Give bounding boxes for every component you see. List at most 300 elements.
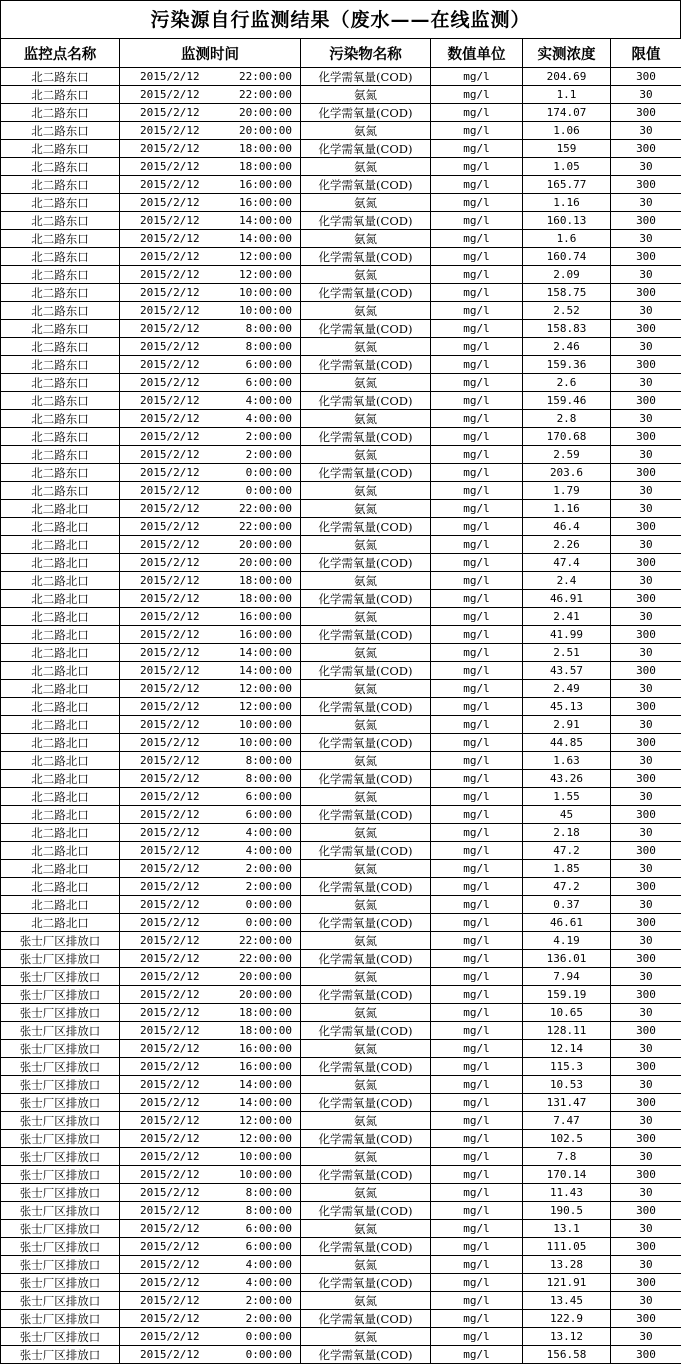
cell-site: 北二路东口 [1, 266, 120, 284]
cell-concentration: 203.6 [523, 464, 611, 482]
cell-limit: 300 [611, 248, 681, 266]
cell-site: 张士厂区排放口 [1, 1022, 120, 1040]
cell-time [120, 338, 301, 356]
cell-concentration: 47.4 [523, 554, 611, 572]
cell-unit: mg/l [431, 68, 523, 86]
cell-time [120, 950, 301, 968]
cell-site: 北二路东口 [1, 392, 120, 410]
cell-limit: 300 [611, 464, 681, 482]
table-row [1, 248, 681, 266]
cell-time [120, 788, 301, 806]
cell-site: 北二路北口 [1, 824, 120, 842]
table-row [1, 1166, 681, 1184]
cell-concentration: 13.28 [523, 1256, 611, 1274]
cell-site: 北二路北口 [1, 662, 120, 680]
cell-clock: 18:00:00 [222, 141, 292, 157]
cell-time [120, 878, 301, 896]
cell-site: 北二路北口 [1, 536, 120, 554]
cell-unit: mg/l [431, 680, 523, 698]
cell-site: 北二路北口 [1, 644, 120, 662]
cell-time [120, 104, 301, 122]
cell-clock: 4:00:00 [222, 393, 292, 409]
cell-limit: 300 [611, 770, 681, 788]
cell-time [120, 986, 301, 1004]
table-row [1, 464, 681, 482]
cell-unit: mg/l [431, 896, 523, 914]
cell-limit: 30 [611, 500, 681, 518]
cell-concentration: 1.85 [523, 860, 611, 878]
cell-date: 2015/2/12 [128, 465, 222, 481]
cell-pollutant: 氨氮 [301, 896, 431, 914]
cell-pollutant: 化学需氧量(COD) [301, 104, 431, 122]
table-body [1, 68, 681, 1364]
cell-clock: 20:00:00 [222, 555, 292, 571]
cell-clock: 2:00:00 [222, 429, 292, 445]
cell-site: 北二路北口 [1, 698, 120, 716]
cell-unit: mg/l [431, 698, 523, 716]
cell-limit: 300 [611, 914, 681, 932]
cell-pollutant: 氨氮 [301, 1220, 431, 1238]
cell-limit: 300 [611, 1166, 681, 1184]
table-row [1, 860, 681, 878]
cell-site: 北二路北口 [1, 572, 120, 590]
cell-time [120, 140, 301, 158]
table-row [1, 482, 681, 500]
table-row [1, 608, 681, 626]
cell-site: 张士厂区排放口 [1, 950, 120, 968]
cell-unit: mg/l [431, 500, 523, 518]
cell-unit: mg/l [431, 302, 523, 320]
cell-date: 2015/2/12 [128, 105, 222, 121]
table-row [1, 1022, 681, 1040]
cell-concentration: 1.79 [523, 482, 611, 500]
cell-site: 北二路东口 [1, 410, 120, 428]
cell-time [120, 1094, 301, 1112]
cell-date: 2015/2/12 [128, 573, 222, 589]
cell-site: 北二路北口 [1, 896, 120, 914]
cell-site: 张士厂区排放口 [1, 1148, 120, 1166]
cell-site: 张士厂区排放口 [1, 1292, 120, 1310]
cell-pollutant: 氨氮 [301, 752, 431, 770]
cell-clock: 20:00:00 [222, 537, 292, 553]
cell-limit: 300 [611, 320, 681, 338]
cell-clock: 0:00:00 [222, 483, 292, 499]
header-row [1, 39, 681, 68]
cell-concentration: 1.63 [523, 752, 611, 770]
cell-site: 北二路北口 [1, 716, 120, 734]
cell-unit: mg/l [431, 878, 523, 896]
cell-pollutant: 化学需氧量(COD) [301, 662, 431, 680]
table-row [1, 518, 681, 536]
cell-site: 北二路北口 [1, 752, 120, 770]
cell-time [120, 932, 301, 950]
cell-concentration: 111.05 [523, 1238, 611, 1256]
cell-time [120, 410, 301, 428]
cell-date: 2015/2/12 [128, 267, 222, 283]
cell-unit: mg/l [431, 392, 523, 410]
cell-clock: 0:00:00 [222, 1329, 292, 1345]
cell-time [120, 518, 301, 536]
cell-unit: mg/l [431, 320, 523, 338]
table-row [1, 788, 681, 806]
cell-date: 2015/2/12 [128, 1329, 222, 1345]
cell-site: 北二路东口 [1, 428, 120, 446]
cell-concentration: 1.6 [523, 230, 611, 248]
cell-date: 2015/2/12 [128, 645, 222, 661]
cell-clock: 4:00:00 [222, 1257, 292, 1273]
cell-concentration: 7.47 [523, 1112, 611, 1130]
cell-limit: 30 [611, 1112, 681, 1130]
cell-clock: 12:00:00 [222, 699, 292, 715]
cell-site: 张士厂区排放口 [1, 1040, 120, 1058]
cell-date: 2015/2/12 [128, 951, 222, 967]
cell-unit: mg/l [431, 1202, 523, 1220]
cell-clock: 4:00:00 [222, 1275, 292, 1291]
cell-unit: mg/l [431, 1274, 523, 1292]
cell-site: 北二路东口 [1, 356, 120, 374]
table-row [1, 770, 681, 788]
cell-pollutant: 氨氮 [301, 1184, 431, 1202]
table-row [1, 698, 681, 716]
header-pollutant: 污染物名称 [301, 39, 431, 68]
cell-unit: mg/l [431, 1130, 523, 1148]
cell-concentration: 156.58 [523, 1346, 611, 1364]
table-row [1, 212, 681, 230]
cell-limit: 300 [611, 842, 681, 860]
cell-time [120, 374, 301, 392]
cell-concentration: 13.1 [523, 1220, 611, 1238]
cell-date: 2015/2/12 [128, 1113, 222, 1129]
cell-time [120, 1220, 301, 1238]
cell-unit: mg/l [431, 626, 523, 644]
cell-time [120, 590, 301, 608]
cell-concentration: 1.16 [523, 500, 611, 518]
cell-time [120, 1004, 301, 1022]
cell-limit: 300 [611, 950, 681, 968]
cell-pollutant: 化学需氧量(COD) [301, 1310, 431, 1328]
cell-clock: 22:00:00 [222, 933, 292, 949]
cell-site: 张士厂区排放口 [1, 1004, 120, 1022]
cell-unit: mg/l [431, 518, 523, 536]
cell-time [120, 1274, 301, 1292]
cell-pollutant: 化学需氧量(COD) [301, 590, 431, 608]
cell-time [120, 1166, 301, 1184]
cell-unit: mg/l [431, 266, 523, 284]
header-unit: 数值单位 [431, 39, 523, 68]
cell-pollutant: 化学需氧量(COD) [301, 392, 431, 410]
table-row [1, 284, 681, 302]
cell-date: 2015/2/12 [128, 861, 222, 877]
cell-concentration: 2.4 [523, 572, 611, 590]
cell-date: 2015/2/12 [128, 987, 222, 1003]
cell-limit: 30 [611, 194, 681, 212]
cell-clock: 6:00:00 [222, 789, 292, 805]
cell-clock: 2:00:00 [222, 861, 292, 877]
cell-time [120, 266, 301, 284]
cell-unit: mg/l [431, 230, 523, 248]
cell-clock: 16:00:00 [222, 609, 292, 625]
cell-time [120, 554, 301, 572]
table-row [1, 1256, 681, 1274]
cell-limit: 300 [611, 626, 681, 644]
cell-date: 2015/2/12 [128, 555, 222, 571]
cell-pollutant: 化学需氧量(COD) [301, 842, 431, 860]
table-row [1, 554, 681, 572]
cell-unit: mg/l [431, 914, 523, 932]
cell-clock: 2:00:00 [222, 447, 292, 463]
cell-time [120, 284, 301, 302]
table-row [1, 1310, 681, 1328]
table-row [1, 590, 681, 608]
table-row [1, 752, 681, 770]
header-concentration: 实测浓度 [523, 39, 611, 68]
cell-pollutant: 化学需氧量(COD) [301, 464, 431, 482]
cell-limit: 300 [611, 1022, 681, 1040]
table-row [1, 392, 681, 410]
cell-pollutant: 氨氮 [301, 824, 431, 842]
cell-date: 2015/2/12 [128, 483, 222, 499]
table-row [1, 950, 681, 968]
cell-pollutant: 化学需氧量(COD) [301, 770, 431, 788]
table-row [1, 1238, 681, 1256]
cell-concentration: 190.5 [523, 1202, 611, 1220]
cell-pollutant: 氨氮 [301, 680, 431, 698]
cell-pollutant: 化学需氧量(COD) [301, 1022, 431, 1040]
table-row [1, 734, 681, 752]
cell-unit: mg/l [431, 1022, 523, 1040]
table-row [1, 1130, 681, 1148]
cell-time [120, 734, 301, 752]
cell-unit: mg/l [431, 770, 523, 788]
cell-date: 2015/2/12 [128, 663, 222, 679]
cell-site: 北二路东口 [1, 140, 120, 158]
table-header [1, 39, 681, 68]
cell-date: 2015/2/12 [128, 609, 222, 625]
cell-site: 北二路北口 [1, 788, 120, 806]
cell-pollutant: 氨氮 [301, 860, 431, 878]
table-row [1, 356, 681, 374]
cell-pollutant: 化学需氧量(COD) [301, 356, 431, 374]
cell-unit: mg/l [431, 176, 523, 194]
cell-concentration: 0.37 [523, 896, 611, 914]
cell-unit: mg/l [431, 1148, 523, 1166]
cell-limit: 30 [611, 482, 681, 500]
cell-limit: 30 [611, 230, 681, 248]
table-row [1, 410, 681, 428]
cell-clock: 4:00:00 [222, 825, 292, 841]
cell-concentration: 2.6 [523, 374, 611, 392]
table-row [1, 446, 681, 464]
cell-time [120, 1346, 301, 1364]
cell-pollutant: 化学需氧量(COD) [301, 1346, 431, 1364]
cell-concentration: 165.77 [523, 176, 611, 194]
cell-unit: mg/l [431, 662, 523, 680]
cell-date: 2015/2/12 [128, 1167, 222, 1183]
cell-limit: 300 [611, 392, 681, 410]
cell-time [120, 824, 301, 842]
table-row [1, 1220, 681, 1238]
cell-time [120, 626, 301, 644]
cell-site: 北二路东口 [1, 284, 120, 302]
cell-limit: 30 [611, 122, 681, 140]
table-row [1, 914, 681, 932]
cell-concentration: 2.26 [523, 536, 611, 554]
cell-limit: 300 [611, 554, 681, 572]
cell-pollutant: 氨氮 [301, 1112, 431, 1130]
cell-date: 2015/2/12 [128, 753, 222, 769]
cell-date: 2015/2/12 [128, 429, 222, 445]
cell-limit: 30 [611, 608, 681, 626]
cell-concentration: 158.83 [523, 320, 611, 338]
cell-date: 2015/2/12 [128, 1041, 222, 1057]
cell-limit: 300 [611, 68, 681, 86]
table-row [1, 644, 681, 662]
cell-limit: 300 [611, 1058, 681, 1076]
cell-concentration: 12.14 [523, 1040, 611, 1058]
cell-limit: 300 [611, 1130, 681, 1148]
cell-time [120, 1256, 301, 1274]
cell-clock: 14:00:00 [222, 1095, 292, 1111]
cell-pollutant: 化学需氧量(COD) [301, 1130, 431, 1148]
cell-unit: mg/l [431, 1094, 523, 1112]
cell-pollutant: 氨氮 [301, 1328, 431, 1346]
cell-pollutant: 化学需氧量(COD) [301, 1238, 431, 1256]
cell-limit: 30 [611, 266, 681, 284]
cell-limit: 30 [611, 1148, 681, 1166]
table-row [1, 500, 681, 518]
cell-limit: 300 [611, 662, 681, 680]
cell-date: 2015/2/12 [128, 411, 222, 427]
cell-date: 2015/2/12 [128, 807, 222, 823]
cell-time [120, 302, 301, 320]
cell-date: 2015/2/12 [128, 123, 222, 139]
cell-pollutant: 化学需氧量(COD) [301, 806, 431, 824]
cell-unit: mg/l [431, 986, 523, 1004]
cell-clock: 14:00:00 [222, 231, 292, 247]
cell-clock: 10:00:00 [222, 1167, 292, 1183]
cell-unit: mg/l [431, 104, 523, 122]
cell-unit: mg/l [431, 1184, 523, 1202]
cell-clock: 10:00:00 [222, 285, 292, 301]
cell-clock: 22:00:00 [222, 519, 292, 535]
cell-date: 2015/2/12 [128, 1293, 222, 1309]
cell-pollutant: 化学需氧量(COD) [301, 428, 431, 446]
cell-pollutant: 化学需氧量(COD) [301, 68, 431, 86]
cell-clock: 0:00:00 [222, 897, 292, 913]
cell-time [120, 1040, 301, 1058]
cell-concentration: 44.85 [523, 734, 611, 752]
cell-unit: mg/l [431, 608, 523, 626]
cell-limit: 30 [611, 302, 681, 320]
cell-site: 张士厂区排放口 [1, 1058, 120, 1076]
cell-pollutant: 氨氮 [301, 572, 431, 590]
cell-date: 2015/2/12 [128, 843, 222, 859]
cell-unit: mg/l [431, 716, 523, 734]
cell-limit: 30 [611, 1004, 681, 1022]
cell-date: 2015/2/12 [128, 69, 222, 85]
cell-unit: mg/l [431, 536, 523, 554]
cell-site: 北二路北口 [1, 680, 120, 698]
cell-site: 北二路东口 [1, 212, 120, 230]
cell-concentration: 170.68 [523, 428, 611, 446]
cell-limit: 300 [611, 428, 681, 446]
cell-date: 2015/2/12 [128, 285, 222, 301]
cell-unit: mg/l [431, 86, 523, 104]
cell-limit: 300 [611, 1346, 681, 1364]
cell-concentration: 2.52 [523, 302, 611, 320]
cell-concentration: 46.91 [523, 590, 611, 608]
cell-time [120, 248, 301, 266]
cell-concentration: 13.45 [523, 1292, 611, 1310]
cell-unit: mg/l [431, 410, 523, 428]
table-row [1, 230, 681, 248]
table-row [1, 680, 681, 698]
cell-time [120, 158, 301, 176]
header-limit: 限值 [611, 39, 681, 68]
cell-pollutant: 氨氮 [301, 1004, 431, 1022]
cell-time [120, 698, 301, 716]
cell-time [120, 1058, 301, 1076]
cell-pollutant: 化学需氧量(COD) [301, 914, 431, 932]
cell-concentration: 45 [523, 806, 611, 824]
cell-time [120, 968, 301, 986]
cell-concentration: 1.1 [523, 86, 611, 104]
cell-pollutant: 化学需氧量(COD) [301, 1094, 431, 1112]
cell-site: 张士厂区排放口 [1, 1184, 120, 1202]
cell-clock: 2:00:00 [222, 879, 292, 895]
cell-date: 2015/2/12 [128, 1149, 222, 1165]
cell-unit: mg/l [431, 554, 523, 572]
cell-site: 北二路东口 [1, 338, 120, 356]
cell-time [120, 1202, 301, 1220]
table-row [1, 158, 681, 176]
cell-limit: 30 [611, 860, 681, 878]
cell-date: 2015/2/12 [128, 879, 222, 895]
cell-limit: 30 [611, 896, 681, 914]
cell-concentration: 7.94 [523, 968, 611, 986]
cell-concentration: 204.69 [523, 68, 611, 86]
cell-pollutant: 化学需氧量(COD) [301, 1274, 431, 1292]
cell-clock: 10:00:00 [222, 303, 292, 319]
cell-pollutant: 氨氮 [301, 338, 431, 356]
cell-time [120, 1076, 301, 1094]
cell-concentration: 159 [523, 140, 611, 158]
cell-clock: 12:00:00 [222, 1113, 292, 1129]
table-row [1, 806, 681, 824]
cell-clock: 20:00:00 [222, 969, 292, 985]
cell-site: 北二路北口 [1, 734, 120, 752]
cell-clock: 10:00:00 [222, 735, 292, 751]
cell-clock: 0:00:00 [222, 465, 292, 481]
table-row [1, 1058, 681, 1076]
table-row [1, 662, 681, 680]
cell-date: 2015/2/12 [128, 1257, 222, 1273]
cell-pollutant: 化学需氧量(COD) [301, 554, 431, 572]
cell-unit: mg/l [431, 446, 523, 464]
cell-pollutant: 氨氮 [301, 500, 431, 518]
cell-unit: mg/l [431, 1346, 523, 1364]
cell-time [120, 806, 301, 824]
cell-site: 北二路东口 [1, 230, 120, 248]
table-row [1, 572, 681, 590]
cell-site: 北二路东口 [1, 158, 120, 176]
cell-site: 北二路东口 [1, 248, 120, 266]
cell-pollutant: 氨氮 [301, 968, 431, 986]
cell-unit: mg/l [431, 1040, 523, 1058]
cell-clock: 2:00:00 [222, 1293, 292, 1309]
cell-pollutant: 化学需氧量(COD) [301, 1166, 431, 1184]
cell-pollutant: 氨氮 [301, 1040, 431, 1058]
